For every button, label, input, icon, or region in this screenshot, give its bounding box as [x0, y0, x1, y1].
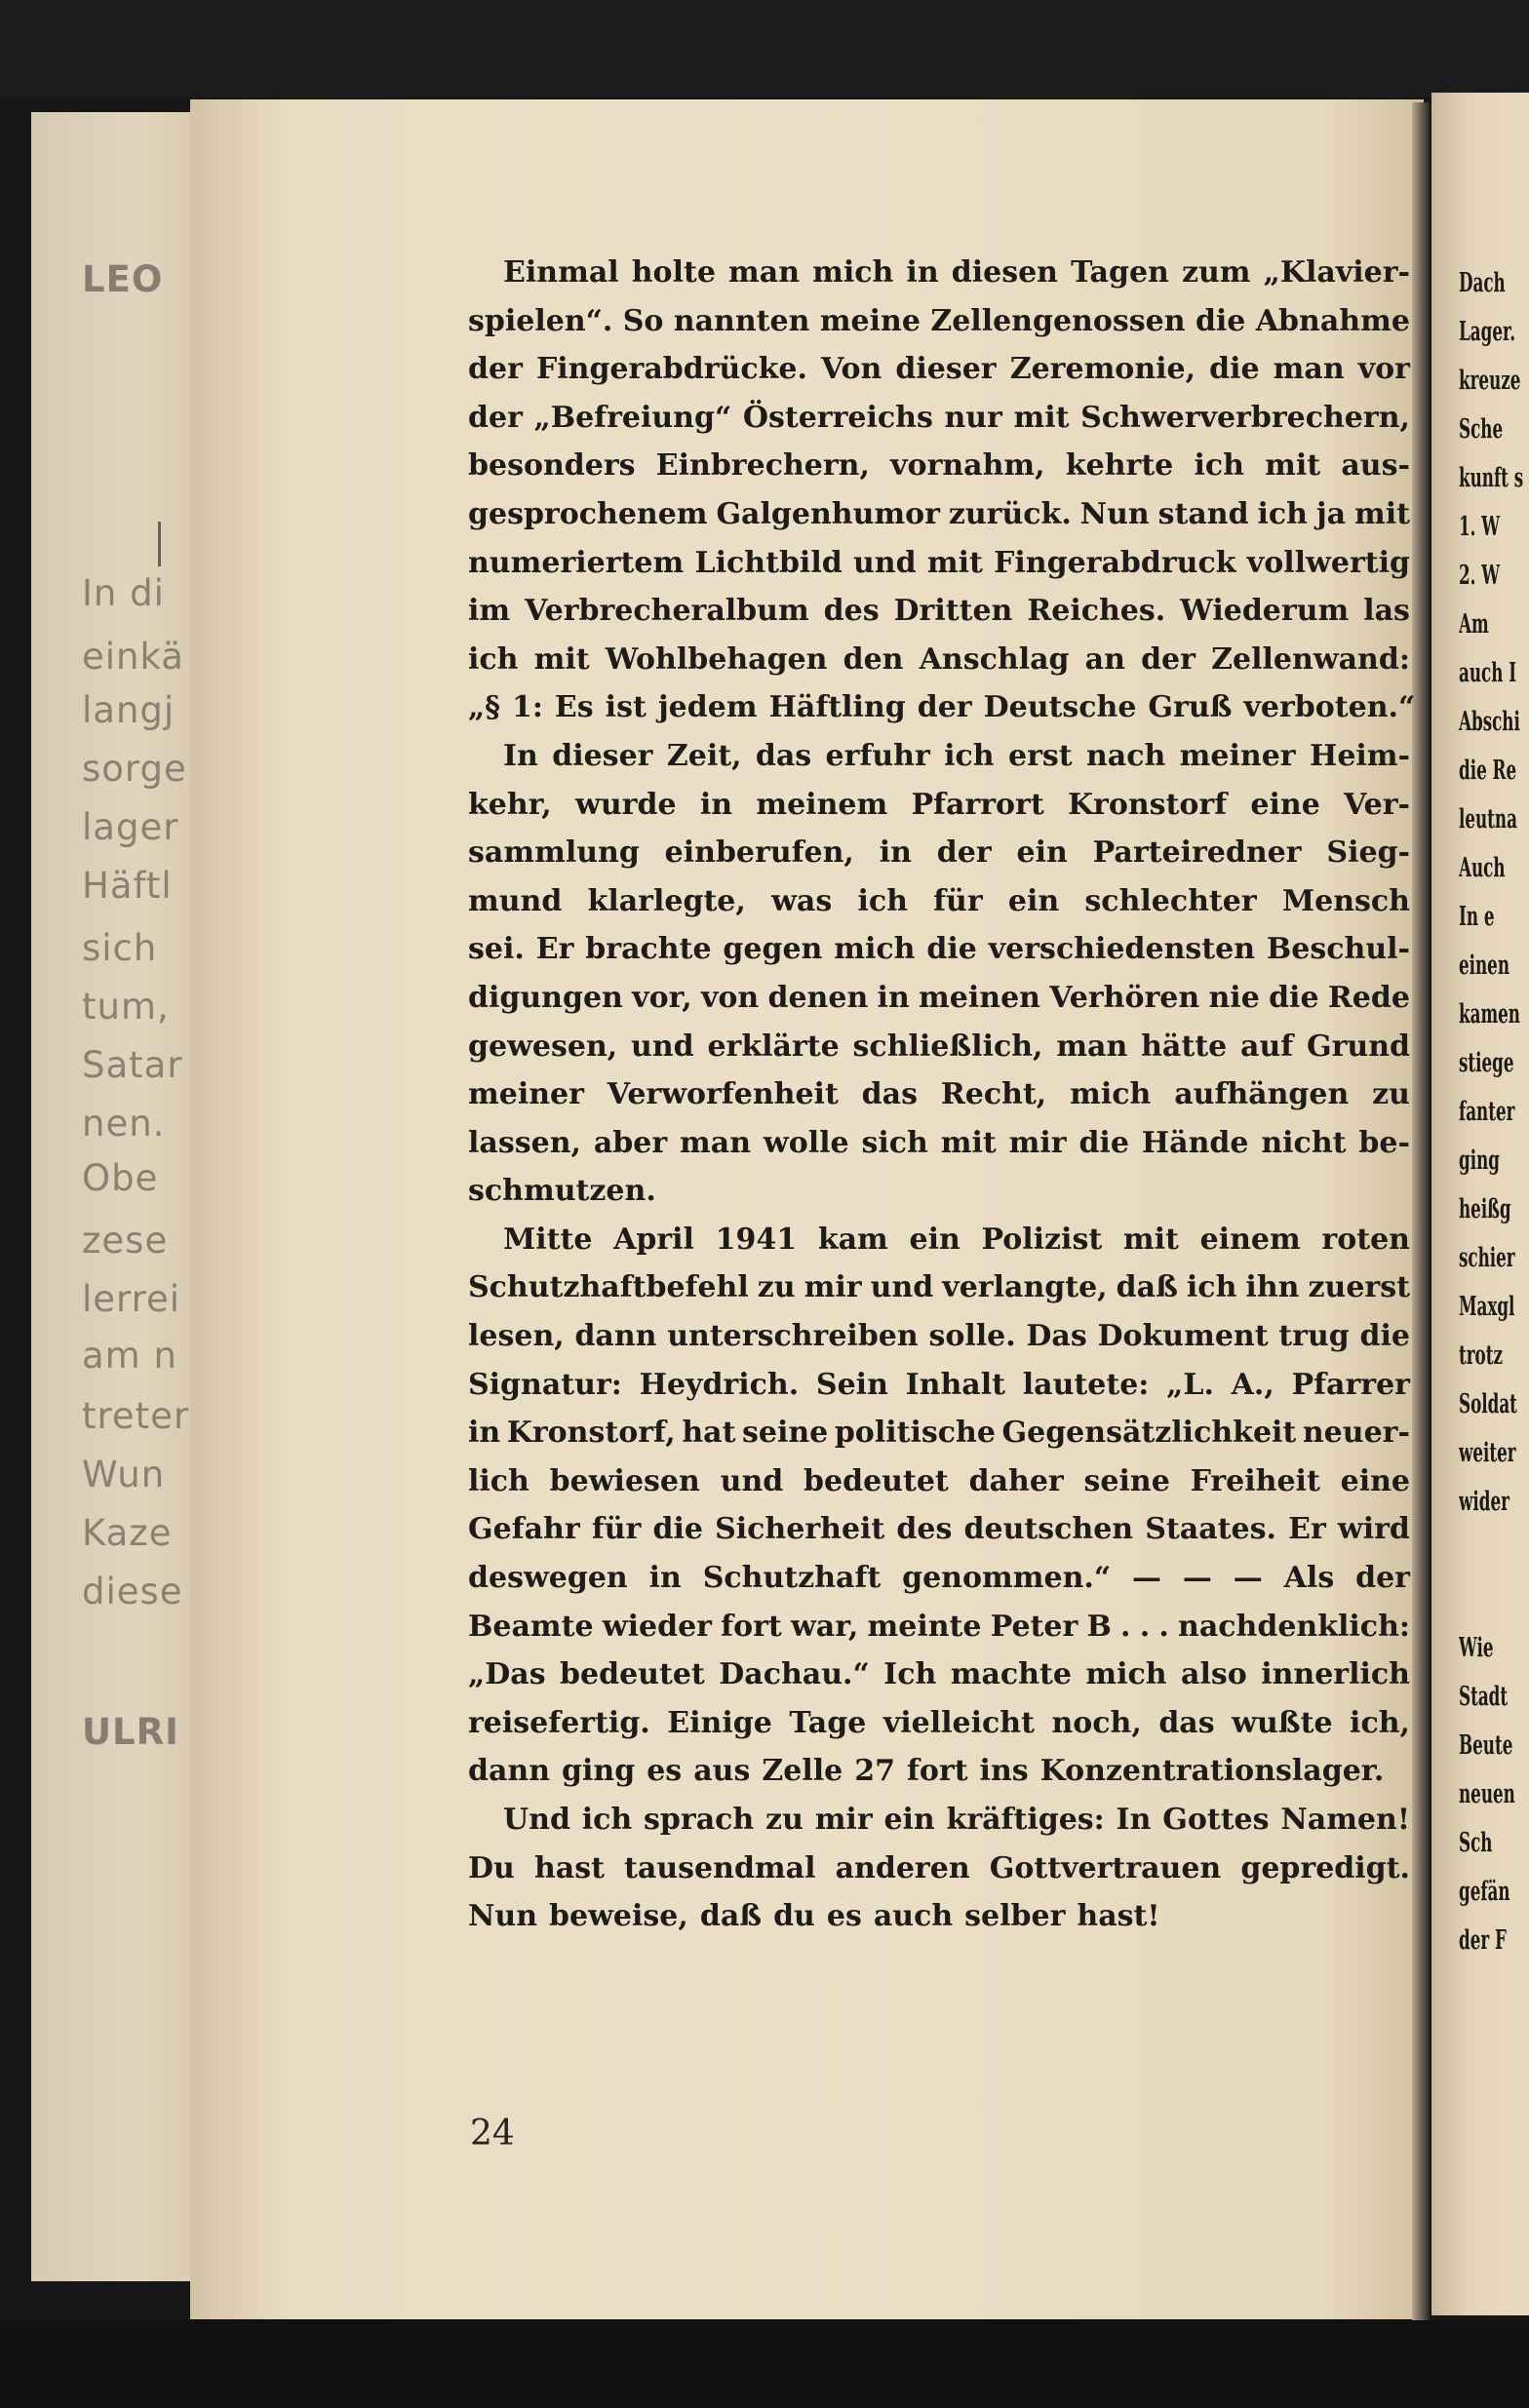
text-line: sammlung einberufen, in der ein Parteiredner Sieg- [468, 835, 1410, 871]
left-page-fragment: tum, [82, 986, 170, 1028]
left-page-fragment: Häftl [82, 865, 173, 907]
text-line: Nun beweise, daß du es auch selber hast! [468, 1899, 1160, 1934]
left-page-fragment: Satar [82, 1044, 183, 1086]
text-line: besonders Einbrechern, vornahm, kehrte ich mit aus- [468, 448, 1410, 484]
text-line: sei. Er brachte gegen mich die verschiedensten Beschul- [468, 932, 1410, 967]
text-line: spielen“. So nannten meine Zellengenossen die Abnahme [468, 303, 1410, 338]
right-page-fragment: Maxgl [1459, 1292, 1515, 1322]
left-page-fragment: treter [82, 1395, 190, 1437]
right-page-fragment: einen [1459, 951, 1510, 981]
text-line: In dieser Zeit, das erfuhr ich erst nach meiner Heim- [503, 738, 1410, 773]
text-line: „Das bedeutet Dachau.“ Ich machte mich also innerlich [468, 1657, 1410, 1692]
right-page-fragment: Sch [1459, 1828, 1493, 1858]
text-line: schmutzen. [468, 1174, 656, 1209]
text-line: lassen, aber man wolle sich mit mir die Hände nicht be- [468, 1125, 1410, 1160]
text-line: ich mit Wohlbehagen den Anschlag an der Zellenwand: [468, 641, 1410, 677]
text-line: der „Befreiung“ Österreichs nur mit Schwerverbrechern, [468, 400, 1410, 435]
left-page-fragment: nen. [82, 1103, 166, 1145]
scan-background-bottom [0, 2320, 1529, 2408]
text-line: im Verbrecheralbum des Dritten Reiches. Wiederum las [468, 594, 1410, 629]
page-body-text [468, 249, 1416, 1941]
text-line: meiner Verworfenheit das Recht, mich aufhängen zu [468, 1077, 1410, 1112]
text-line: reisefertig. Einige Tage vielleicht noch, das wußte ich, [468, 1705, 1410, 1740]
right-page-fragment: die Re [1459, 756, 1517, 786]
right-page-fragment: In e [1459, 902, 1495, 932]
right-page-fragment: heißg [1459, 1194, 1511, 1224]
right-page-fragment: Dach [1459, 268, 1506, 298]
text-line: der Fingerabdrücke. Von dieser Zeremonie, die man vor [468, 352, 1410, 387]
right-page-fragment: kamen [1459, 999, 1520, 1029]
right-page-fragment: 1. W [1459, 512, 1501, 542]
left-page-fragment: Kaze [82, 1512, 173, 1554]
text-line: kehr, wurde in meinem Pfarrort Kronstorf eine Ver- [468, 787, 1410, 822]
text-line: lich bewiesen und bedeutet daher seine Freiheit eine [468, 1463, 1410, 1498]
right-page-fragment: neuen [1459, 1779, 1515, 1809]
left-adjacent-page [31, 112, 202, 2281]
text-line: mund klarlegte, was ich für ein schlechter Mensch [468, 883, 1410, 918]
book-spine [1412, 102, 1430, 2320]
page-number: 24 [470, 2114, 515, 2154]
left-page-fragment: In di [82, 572, 165, 614]
text-line: deswegen in Schutzhaft genommen.“ — — — Als der [468, 1561, 1410, 1596]
right-page-fragment: Lager. [1459, 317, 1516, 347]
left-page-fragment: am n [82, 1335, 177, 1377]
left-page-fragment: zese [82, 1220, 169, 1262]
text-line: lesen, dann unterschreiben solle. Das Dokument trug die [468, 1319, 1410, 1354]
left-page-fragment: einkä [82, 636, 184, 678]
right-page-fragment: gefän [1459, 1877, 1510, 1907]
right-page-fragment: Stadt [1459, 1682, 1509, 1712]
right-page-fragment: schier [1459, 1243, 1515, 1273]
right-adjacent-page [1431, 93, 1529, 2315]
left-page-fragment: LEO [82, 258, 164, 300]
left-page-fragment: Wun [82, 1454, 166, 1495]
left-page-fragment: ULRI [82, 1711, 179, 1753]
scan-background-top [0, 0, 1529, 97]
left-page-fragment: diese [82, 1571, 183, 1612]
text-line: Beamte wieder fort war, meinte Peter B . . . nachdenklich: [468, 1609, 1410, 1644]
text-line: Du hast tausendmal anderen Gottvertrauen gepredigt. [468, 1850, 1410, 1885]
right-page-fragment: wider [1459, 1487, 1509, 1517]
right-page-fragment: kreuze [1459, 366, 1521, 396]
text-line: gesprochenem Galgenhumor zurück. Nun stand ich ja mit [468, 496, 1410, 531]
text-line: Signatur: Heydrich. Sein Inhalt lautete: „L. A., Pfarrer [468, 1367, 1410, 1402]
text-line: Mitte April 1941 kam ein Polizist mit einem roten [503, 1222, 1410, 1257]
right-page-fragment: trotz [1459, 1340, 1503, 1371]
left-page-fragment: sich [82, 927, 158, 969]
right-page-fragment: der F [1459, 1925, 1507, 1956]
text-line: dann ging es aus Zelle 27 fort ins Konzentrationslager. [468, 1754, 1385, 1789]
right-page-fragment: auch I [1459, 658, 1517, 688]
left-page-fragment: sorge [82, 748, 187, 790]
text-line: „§ 1: Es ist jedem Häftling der Deutsche Gruß verboten.“ [468, 690, 1416, 725]
right-page-fragment: Wie [1459, 1633, 1494, 1663]
text-line: Schutzhaftbefehl zu mir und verlangte, daß ich ihn zuerst [468, 1270, 1410, 1305]
text-line: Und ich sprach zu mir ein kräftiges: In Gottes Namen! [503, 1803, 1410, 1837]
text-line: digungen vor, von denen in meinen Verhören nie die Rede [468, 980, 1410, 1015]
right-page-fragment: fanter [1459, 1097, 1515, 1127]
text-line: Einmal holte man mich in diesen Tagen zum „Klavier- [503, 255, 1410, 290]
right-page-fragment: Sche [1459, 414, 1504, 445]
text-line: gewesen, und erklärte schließlich, man hätte auf Grund [468, 1029, 1410, 1064]
right-page-fragment: kunft s [1459, 463, 1524, 493]
left-page-fragment: lager [82, 806, 179, 848]
right-page-fragment: stiege [1459, 1048, 1514, 1078]
right-page-fragment: Auch [1459, 853, 1506, 883]
right-page-fragment: Am [1459, 609, 1489, 640]
text-line: numeriertem Lichtbild und mit Fingerabdruck vollwertig [468, 545, 1410, 580]
right-page-fragment: weiter [1459, 1438, 1516, 1468]
right-page-fragment: ging [1459, 1146, 1500, 1176]
left-page-fragment: Obe [82, 1157, 159, 1199]
left-page-mark [158, 522, 161, 566]
text-line: Gefahr für die Sicherheit des deutschen Staates. Er wird [468, 1512, 1410, 1547]
left-page-fragment: lerrei [82, 1278, 181, 1320]
right-page-fragment: leutna [1459, 804, 1517, 835]
text-line: in Kronstorf, hat seine politische Gegensätzlichkeit neuer- [468, 1416, 1410, 1451]
right-page-fragment: Soldat [1459, 1389, 1517, 1419]
right-page-fragment: 2. W [1459, 561, 1501, 591]
right-page-fragment: Beute [1459, 1730, 1513, 1761]
right-page-fragment: Abschi [1459, 707, 1520, 737]
left-page-fragment: langj [82, 689, 176, 731]
